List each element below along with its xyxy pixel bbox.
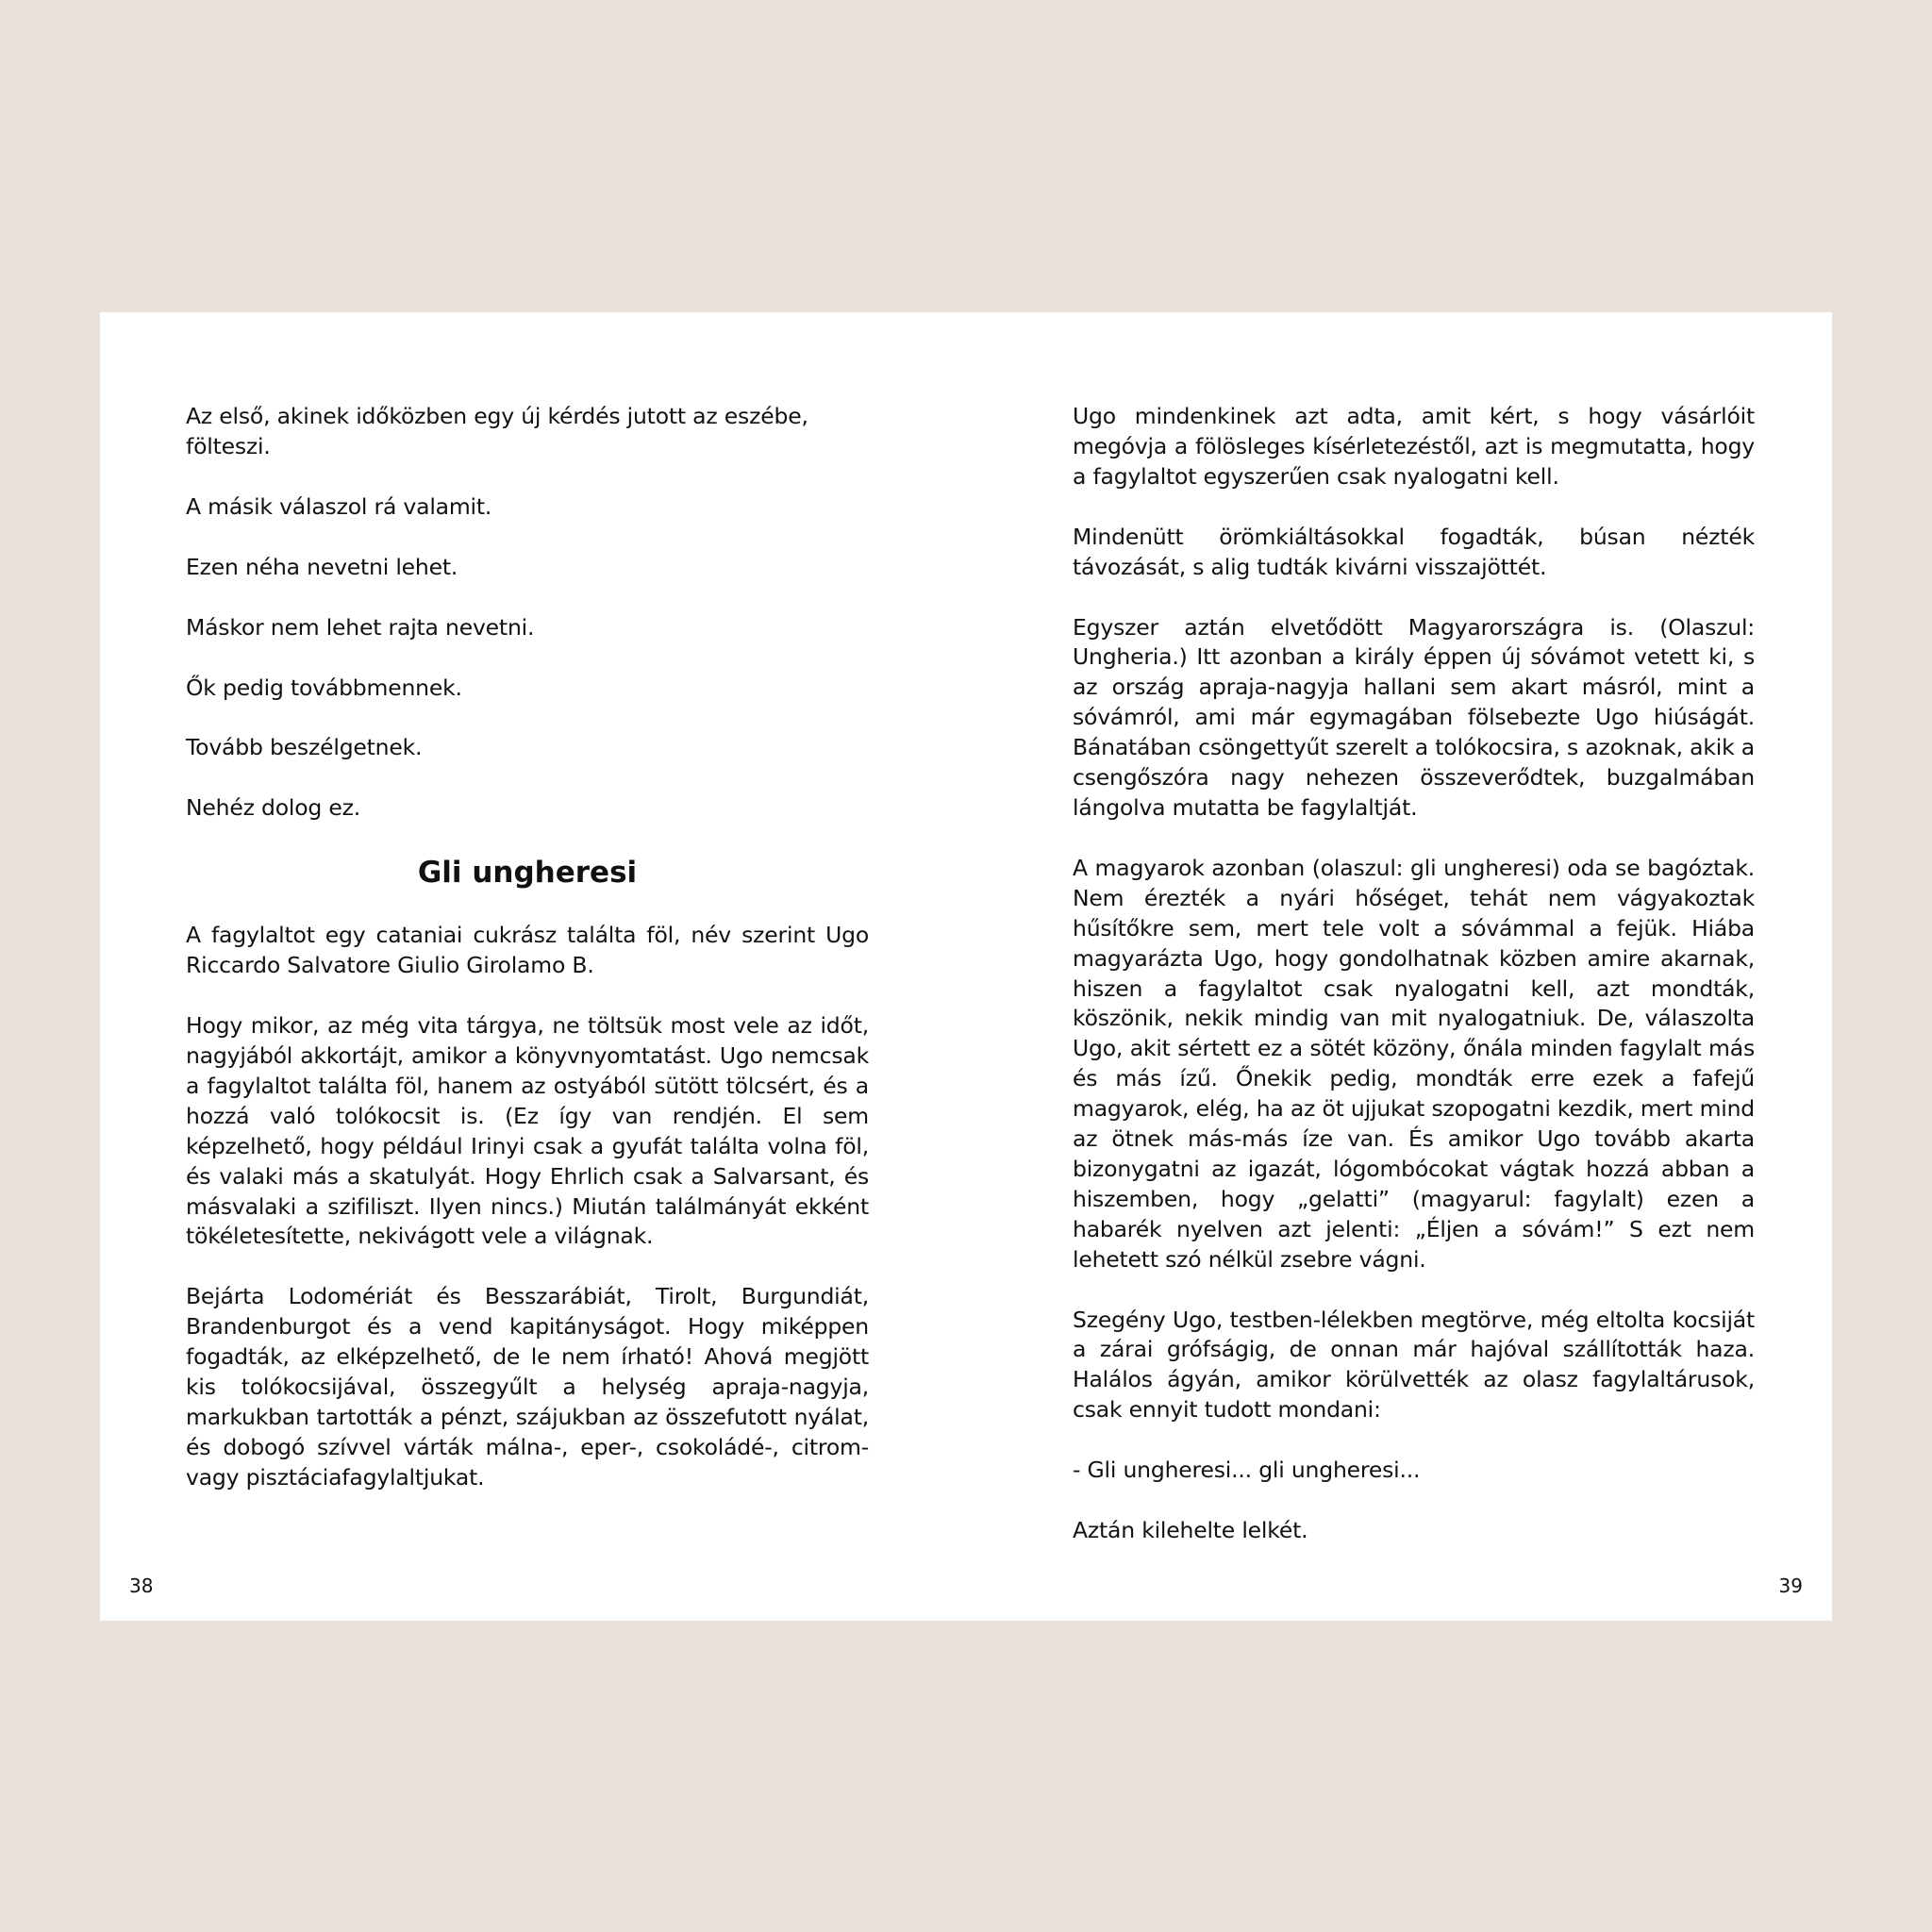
paragraph: Hogy mikor, az még vita tárgya, ne töltsük most vele az időt, nagyjából akkortájt, amikor a könyvnyomtatást. Ugo nemcsak a fagylaltot találta föl, hanem az ostyából sütött tölcsért, és a hozzá való tolókocsit is. (Ez így van rendjén. El sem képzelhető, hogy például Irinyi csak a gyufát találta volna föl, és valaki más a skatulyát. Hogy Ehrlich csak a Salvarsant, és másvalaki a szifiliszt. Ilyen nincs.) Miután találmányát ekként tökéletesítette, nekivágott vele a világnak. [186,1012,869,1250]
page-number-right: 39 [1778,1574,1803,1597]
text-line: Máskor nem lehet rajta nevetni. [186,613,535,641]
right-page-text [1073,402,1755,1576]
paragraph: Egyszer aztán elvetődött Magyarországra is. (Olaszul: Ungheria.) Itt azonban a király éppen új sóvámot vetett ki, s az ország apraja-nagyja hallani sem akart másról, mint a sóvámról, ami már egymagában fölsebezte Ugo hiúságát. Bánatában csöngettyűt szerelt a tolókocsira, s azoknak, akik a csengőszóra nagy nehezen összeverődtek, buzgalmában lángolva mutatta be fagylaltját. [1073,613,1755,821]
text-line: Az első, akinek időközben egy új kérdés jutott az eszébe, fölteszi. [186,403,808,459]
chapter-heading: Gli ungheresi [417,856,638,891]
paragraph: A fagylaltot egy cataniai cukrász találta föl, név szerint Ugo Riccardo Salvatore Giulio Girolamo B. [186,922,869,979]
paragraph: Szegény Ugo, testben-lélekben megtörve, még eltolta kocsiját a zárai grófságig, de onnan már hajóval szállították haza. Halálos ágyán, amikor körülvették az olasz fagylaltárusok, csak ennyit tudott mondani: [1073,1306,1755,1424]
text-line: Ők pedig továbbmennek. [186,674,462,701]
left-page-text [186,402,869,1524]
paragraph: Ugo mindenkinek azt adta, amit kért, s hogy vásárlóit megóvja a fölösleges kísérletezéstől, azt is megmutatta, hogy a fagylaltot egyszerűen csak nyalogatni kell. [1073,403,1755,490]
text-line: A másik válaszol rá valamit. [186,492,492,520]
page-number-left: 38 [129,1574,154,1597]
closing-line: Aztán kilehelte lelkét. [1073,1517,1308,1544]
text-line: Tovább beszélgetnek. [186,734,423,761]
text-line: Ezen néha nevetni lehet. [186,553,458,580]
paragraph: A magyarok azonban (olaszul: gli ungheresi) oda se bagóztak. Nem érezték a nyári hőséget, tehát nem vágyakoztak hűsítőkre sem, mert tele volt a sóvámmal a fejük. Hiába magyarázta Ugo, hogy gondolhatnak közben amire akarnak, hiszen a fagylaltot csak nyalogatni kell, azt mondták, köszönik, nekik mindig van mit nyalogatniuk. De, válaszolta Ugo, akit sértett ez a sötét közöny, őnála minden fagylalt más és más ízű. Őnekik pedig, mondták erre ezek a fafejű magyarok, elég, ha az öt ujjukat szopogatni kezdik, mert mind az ötnek más-más íze van. És amikor Ugo tovább akarta bizonygatni az igazát, lógombócokat vágtak hozzá abban a hiszemben, hogy „gelatti” (magyarul: fagylalt) ezen a habarék nyelven azt jelenti: „Éljen a sóvám!” S ezt nem lehetett szó nélkül zsebre vágni. [1073,854,1756,1273]
dialogue-line: - Gli ungheresi... gli ungheresi... [1073,1457,1421,1484]
book-spread [100,312,1832,1621]
paragraph: Bejárta Lodomériát és Besszarábiát, Tirolt, Burgundiát, Brandenburgot és a vend kapitányságot. Hogy miképpen fogadták, az elképzelhető, de le nem írható! Ahová megjött kis tolókocsijával, összegyűlt a helység apraja-nagyja, markukban tartották a pénzt, szájukban az összefutott nyálat, és dobogó szívvel várták málna-, eper-, csokoládé-, citrom- vagy pisztáciafagylaltjukat. [186,1283,869,1491]
paragraph: Mindenütt örömkiáltásokkal fogadták, búsan nézték távozását, s alig tudták kivárni visszajöttét. [1073,523,1755,580]
text-line: Nehéz dolog ez. [186,794,361,822]
